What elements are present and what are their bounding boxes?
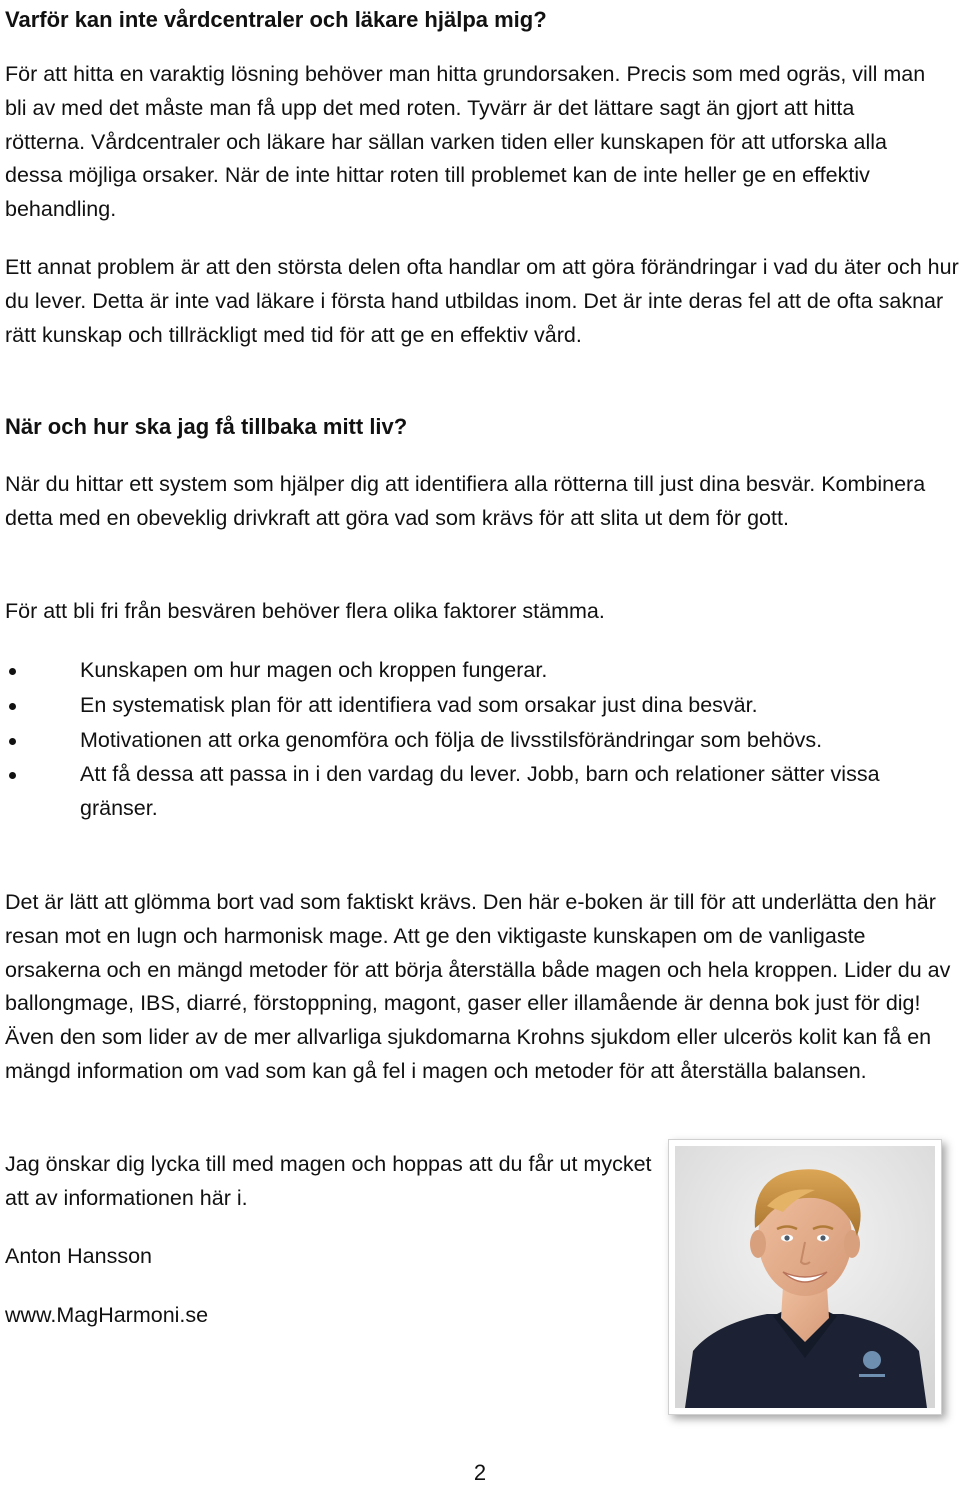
closing-wish: Jag önskar dig lycka till med magen och hoppas att du får ut mycket att av informationen här i.: [5, 1152, 652, 1210]
bullet-icon: [9, 668, 16, 675]
website-link[interactable]: www.MagHarmoni.se: [5, 1303, 209, 1327]
list-item: En systematisk plan för att identifiera vad som orsakar just dina besvär.: [5, 689, 955, 723]
author-photo-frame: [668, 1139, 942, 1415]
list-item: Motivationen att orka genomföra och följa de livsstilsförändringar som behövs.: [5, 724, 880, 758]
author-name: Anton Hansson: [5, 1244, 153, 1268]
paragraph-find-system: När du hittar ett system som hjälper dig att identifiera alla rötterna till just dina besvär. Kombinera detta med en obeveklig drivkraft att göra vad som krävs för att slita ut dem för gott.: [5, 472, 926, 530]
list-item: Att få dessa att passa in i den vardag du lever. Jobb, barn och relationer sätter vissa gränser.: [5, 758, 960, 826]
paragraph-other-problem: Ett annat problem är att den största delen ofta handlar om att göra förändringar i vad du äter och hur du lever. Detta är inte vad läkare i första hand utbildas inom. Det är inte deras fel att de ofta saknar rätt kunskap och tillräckligt med tid för att ge en effektiv vård.: [5, 255, 959, 347]
bullet-icon: [9, 703, 16, 710]
paragraph-root-cause: För att hitta en varaktig lösning behöver man hitta grundorsaken. Precis som med ogräs, vill man bli av med det måste man få upp det med roten. Tyvärr är det lättare sagt än gjort att hitta rötterna. Vårdcentraler och läkare har sällan varken tiden eller kunskapen för att utforska alla dessa möjliga orsaker. När de inte hittar roten till problemet kan de inte heller ge en effektiv behandling.: [5, 62, 926, 222]
section-heading-why: Varför kan inte vårdcentraler och läkare hjälpa mig?: [5, 7, 547, 32]
paragraph-ebook-purpose: Det är lätt att glömma bort vad som faktiskt krävs. Den här e-boken är till för att underlätta den här resan mot en lugn och harmonisk mage. Att ge den viktigaste kunskapen om de vanligaste orsakerna och en mängd metoder för att börja återställa både magen och hela kroppen. Lider du av ballongmage, IBS, diarré, förstoppning, magont, gaser eller illamående är denna bok just för dig! Även den som lider av de mer allvarliga sjukdomarna Krohns sjukdom eller ulcerös kolit kan få en mängd information om vad som kan gå fel i magen och metoder för att återställa balansen.: [5, 890, 951, 1083]
author-portrait-icon: [675, 1146, 935, 1408]
section-heading-when: När och hur ska jag få tillbaka mitt liv?: [5, 414, 408, 439]
paragraph-factors: För att bli fri från besvären behöver flera olika faktorer stämma.: [5, 599, 605, 623]
page-number: 2: [473, 1460, 487, 1485]
document-page: [5, 0, 959, 1489]
list-item: Kunskapen om hur magen och kroppen fungerar.: [5, 654, 955, 688]
bullet-icon: [9, 738, 16, 745]
factors-list: [5, 654, 955, 827]
bullet-icon: [9, 772, 16, 779]
